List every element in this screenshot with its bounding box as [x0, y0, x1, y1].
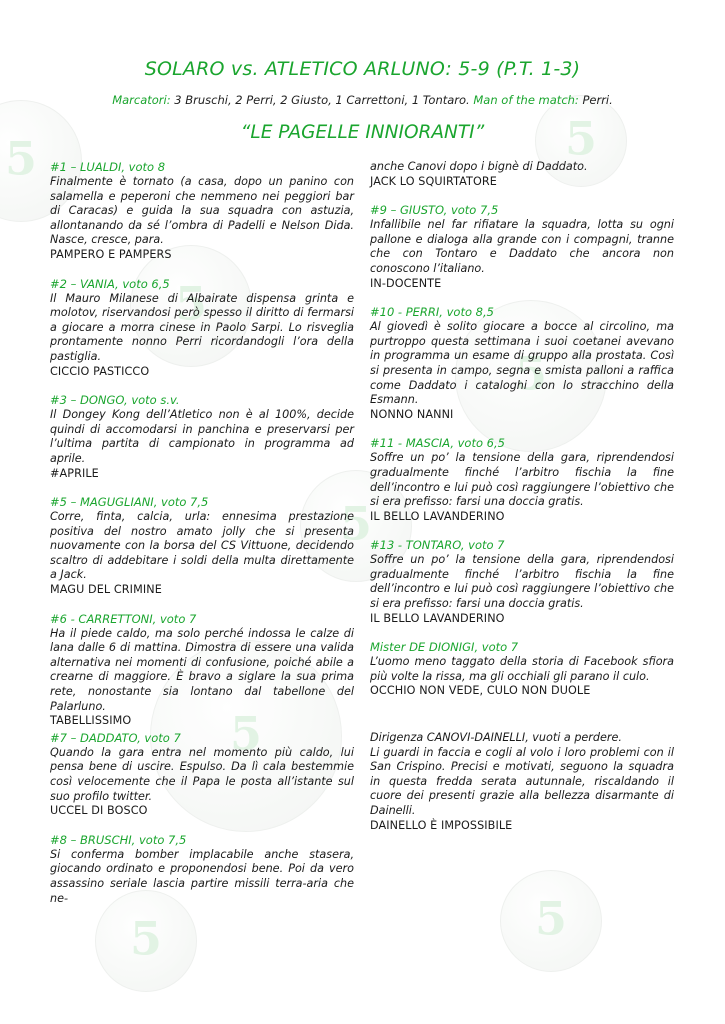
rating-entry — [50, 160, 354, 263]
entry-signature: IL BELLO LAVANDERINO — [370, 509, 505, 523]
rating-entry — [50, 731, 354, 819]
entry-body: Quando la gara entra nel momento più caldo, lui pensa bene di uscire. Espulso. Da lì cala bestemmie così velocemente che il Papa le posta all’istante sul suo profilo twitter. — [50, 745, 354, 803]
entry-body: Il Dongey Kong dell’Atletico non è al 100%, decide quindi di accomodarsi in panchina e preservarsi per l’ultima partita di campionato in programma ad aprile. — [50, 408, 354, 465]
entry-body: Infallibile nel far rifiatare la squadra, lotta su ogni pallone e dialoga alla grande con i compagni, tranne che con Tontaro e Daddato che ancora non conoscono l’italiano. — [370, 218, 674, 275]
rating-entry — [50, 277, 354, 380]
entry-heading: #8 – BRUSCHI, voto 7,5 — [50, 832, 187, 847]
scorers-line — [0, 93, 725, 107]
entry-body: Finalmente è tornato (a casa, dopo un panino con salamella e peperoni che nemmeno nei peggiori bar di Caracas) e guida la sua squadra con astuzia, allontanando da sé l’ombra di Padelli e Nelson Dida. Nasce, cresce, para. — [50, 175, 354, 247]
motm-label: Man of the match: — [473, 93, 579, 107]
watermark-ball: 5 — [150, 640, 342, 832]
watermark-ball: 5 — [95, 890, 197, 992]
scorers-label: Marcatori: — [112, 93, 171, 107]
entry-body: anche Canovi dopo i bignè di Daddato. — [370, 160, 588, 173]
rating-entry — [370, 203, 674, 291]
watermark-ball: 5 — [535, 95, 627, 187]
scorers-text: 3 Bruschi, 2 Perri, 2 Giusto, 1 Carrettoni, 1 Tontaro. — [170, 93, 474, 107]
watermark-ball: 5 — [0, 100, 82, 222]
entry-heading: #6 - CARRETTONI, voto 7 — [50, 611, 197, 626]
entry-signature: CICCIO PASTICCO — [50, 364, 150, 378]
rating-entry — [50, 612, 354, 729]
entry-body: Si conferma bomber implacabile anche stasera, giocando ordinato e proponendosi bene. Poi da vero assassino seriale lascia partire missili terra-aria che ne- — [50, 847, 354, 905]
watermark-ball: 5 — [500, 870, 602, 972]
match-title: SOLARO vs. ATLETICO ARLUNO: 5-9 (P.T. 1-3) — [144, 58, 581, 80]
rating-entry — [370, 640, 674, 699]
entry-signature: #APRILE — [50, 466, 99, 480]
entry-body: Al giovedì è solito giocare a bocce al circolino, ma purtroppo questa settimana i suoi coetanei avevano in programma un esame di gruppo alla prostata. Così si presenta in campo, segna e smista palloni a raffica come Daddato i cataloghi con lo stracchino della Esmann. — [370, 320, 674, 407]
entry-body: Soffre un po’ la tensione della gara, riprendendosi gradualmente finché l’arbitro fischia la fine dell’incontro e lui può così raggiungere l’obiettivo che si era prefisso: farsi una doccia gratis. — [370, 553, 674, 611]
entry-heading: #13 - TONTARO, voto 7 — [370, 538, 505, 553]
entry-signature: OCCHIO NON VEDE, CULO NON DUOLE — [370, 684, 591, 698]
entry-body: L’uomo meno taggato della storia di Facebook sfiora più volte la rissa, ma gli occhiali gli parano il culo. — [370, 655, 674, 683]
entry-signature: IL BELLO LAVANDERINO — [370, 611, 505, 625]
section-subtitle: “LE PAGELLE INNIORANTI” — [240, 122, 485, 143]
entry-heading: #11 - MASCIA, voto 6,5 — [370, 436, 505, 451]
right-column — [370, 160, 674, 847]
watermark-ball: 5 — [130, 245, 252, 367]
rating-entry — [50, 833, 354, 906]
management-entry — [370, 731, 674, 833]
watermark-ball: 5 — [455, 300, 607, 452]
rating-entry — [370, 305, 674, 422]
entry-body: Corre, finta, calcia, urla: ennesima prestazione positiva del nostro amato jolly che si presenta nuovamente con la borsa del CS Vittuone, decidendo scaltro di addebitare i soldi della multa direttamente a Jack. — [50, 510, 354, 582]
left-column — [50, 160, 354, 920]
entry-heading: #1 – LUALDI, voto 8 — [50, 160, 166, 174]
entry-heading: #5 – MAGUGLIANI, voto 7,5 — [50, 495, 209, 510]
motm-name: Perri. — [578, 93, 613, 107]
entry-heading: #10 - PERRI, voto 8,5 — [370, 305, 494, 320]
entry-heading: #7 – DADDATO, voto 7 — [50, 730, 181, 745]
entry-signature: IN-DOCENTE — [370, 276, 442, 290]
entry-signature: UCCEL DI BOSCO — [50, 804, 148, 818]
management-heading: Dirigenza CANOVI-DAINELLI, vuoti a perdere. — [370, 731, 622, 745]
rating-entry — [370, 538, 674, 626]
entry-heading: #9 – GIUSTO, voto 7,5 — [370, 203, 499, 218]
entry-heading: #3 – DONGO, voto s.v. — [50, 393, 180, 408]
entry-body: Il Mauro Milanese di Albairate dispensa grinta e molotov, riservandosi però spesso il diritto di fermarsi a giocare a morra cinese in Paolo Sarpi. Lo risveglia prontamente nonno Perri ricordandogli l’ora della pastiglia. — [50, 291, 354, 363]
entry-body: Soffre un po’ la tensione della gara, riprendendosi gradualmente finché l’arbitro fischia la fine dell’incontro e lui può così raggiungere l’obiettivo che si era prefisso: farsi una doccia gratis. — [370, 451, 674, 509]
entry-signature: TABELLISSIMO — [50, 714, 132, 728]
entry-signature: MAGU DEL CRIMINE — [50, 583, 162, 597]
entry-body: Li guardi in faccia e cogli al volo i loro problemi con il San Crispino. Precisi e motivati, seguono la squadra in questa fredda serata autunnale, riscaldando il cuore dei presenti grazie alla bellezza disarmante di Dainelli. — [370, 745, 674, 817]
rating-entry — [50, 393, 354, 481]
entry-signature: PAMPERO E PAMPERS — [50, 247, 172, 261]
entry-heading: Mister DE DIONIGI, voto 7 — [370, 640, 519, 655]
rating-entry — [50, 495, 354, 598]
entry-heading: #2 – VANIA, voto 6,5 — [50, 276, 170, 291]
entry-signature: JACK LO SQUIRTATORE — [370, 174, 497, 188]
entry-signature: NONNO NANNI — [370, 407, 454, 421]
watermark-ball: 5 — [300, 470, 412, 582]
continuation-entry — [370, 160, 674, 189]
entry-signature: DAINELLO È IMPOSSIBILE — [370, 818, 513, 832]
rating-entry — [370, 436, 674, 524]
entry-body: Ha il piede caldo, ma solo perché indossa le calze di lana dalle 6 di mattina. Dimostra di essere una valida alternativa nei momenti di confusione, poiché abile a crearne di maggiore. È bravo a siglare la sua prima rete, nonostante sia lontano dal tabellone del Palarluno. — [50, 626, 354, 713]
